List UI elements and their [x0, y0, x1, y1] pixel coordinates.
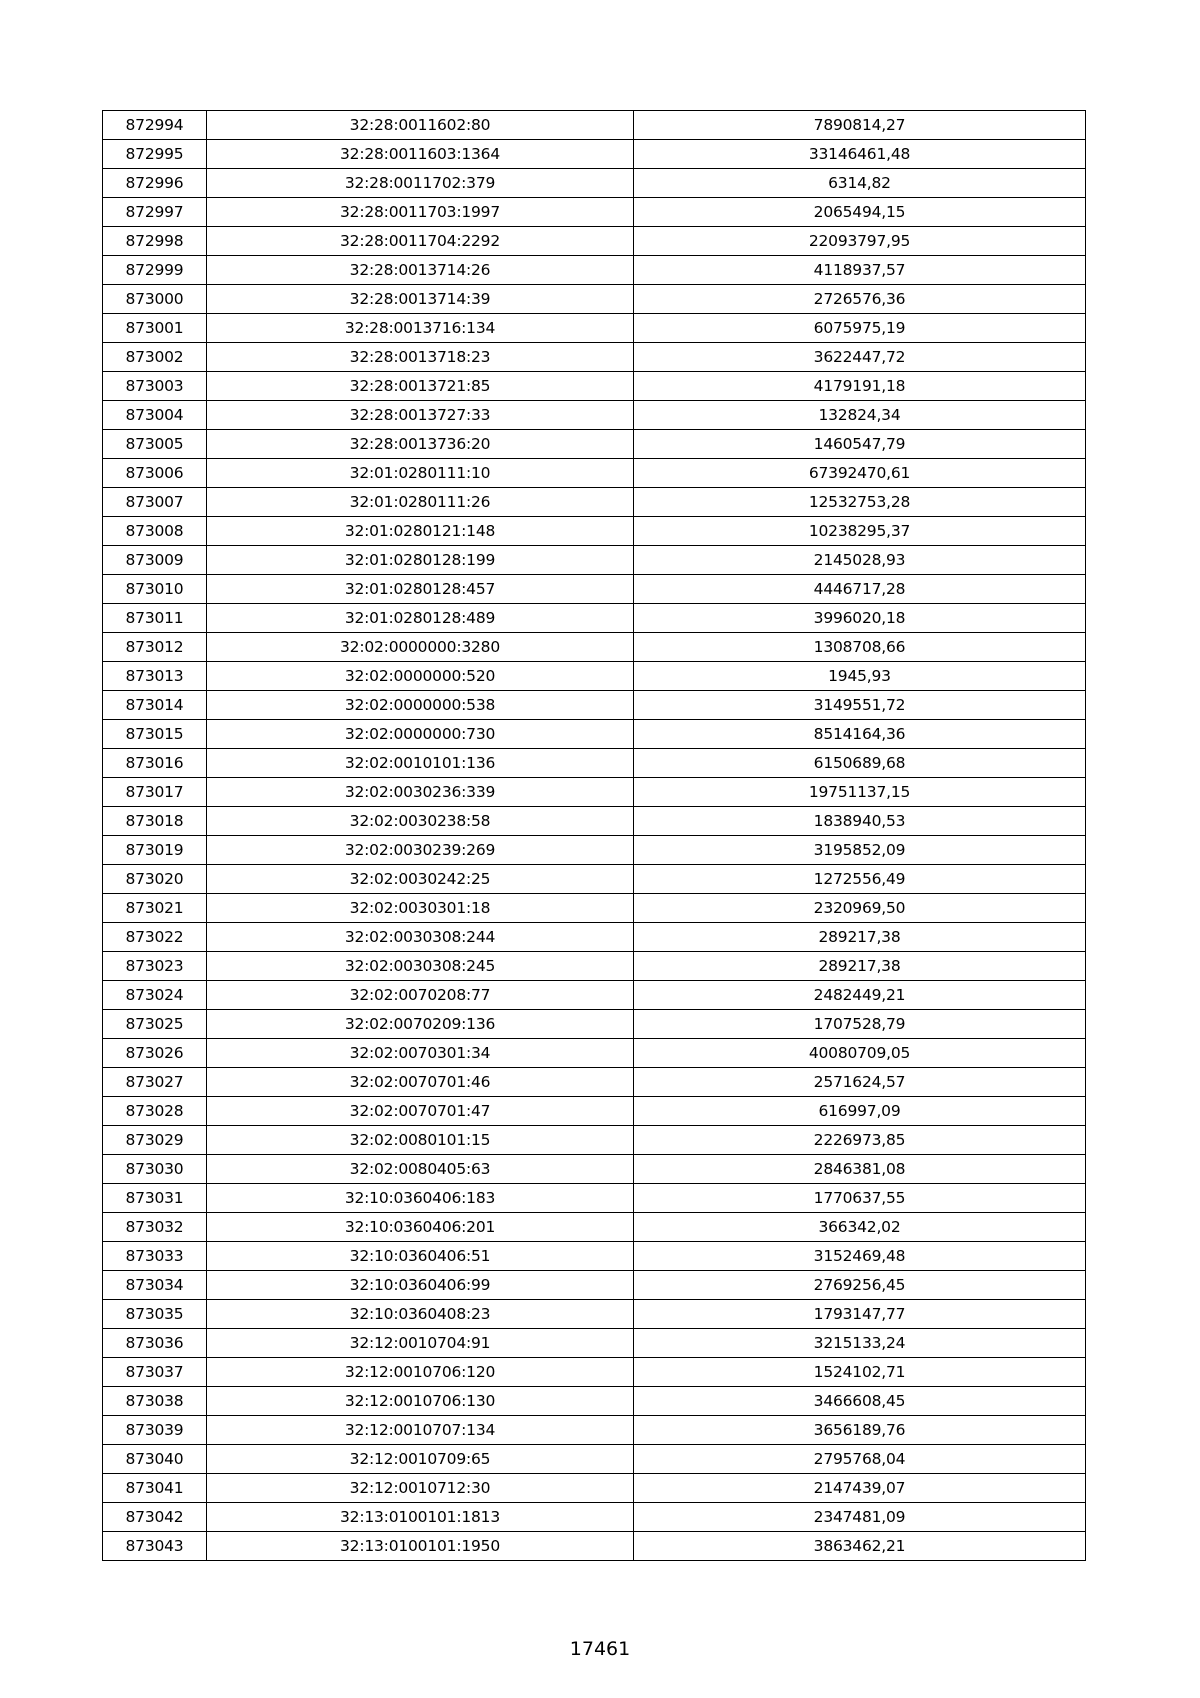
- row-id-cell: 873001: [103, 314, 207, 343]
- row-id-cell: 873031: [103, 1184, 207, 1213]
- table-row: [103, 1213, 1086, 1242]
- row-id-cell: 873006: [103, 459, 207, 488]
- table-row: [103, 1532, 1086, 1561]
- row-id-cell: 873012: [103, 633, 207, 662]
- cadastral-number-cell: 32:01:0280111:26: [207, 488, 634, 517]
- row-id-cell: 873026: [103, 1039, 207, 1068]
- value-cell: 2846381,08: [634, 1155, 1086, 1184]
- cadastral-number-cell: 32:13:0100101:1950: [207, 1532, 634, 1561]
- cadastral-number-cell: 32:28:0011602:80: [207, 111, 634, 140]
- value-cell: 2145028,93: [634, 546, 1086, 575]
- value-cell: 8514164,36: [634, 720, 1086, 749]
- cadastral-number-cell: 32:12:0010706:130: [207, 1387, 634, 1416]
- cadastral-number-cell: 32:10:0360406:201: [207, 1213, 634, 1242]
- table-row: [103, 1445, 1086, 1474]
- row-id-cell: 873021: [103, 894, 207, 923]
- table-row: [103, 1329, 1086, 1358]
- row-id-cell: 872997: [103, 198, 207, 227]
- cadastral-number-cell: 32:02:0030239:269: [207, 836, 634, 865]
- cadastral-number-cell: 32:02:0070209:136: [207, 1010, 634, 1039]
- row-id-cell: 873023: [103, 952, 207, 981]
- cadastral-number-cell: 32:12:0010704:91: [207, 1329, 634, 1358]
- value-cell: 132824,34: [634, 401, 1086, 430]
- table-row: [103, 662, 1086, 691]
- value-cell: 12532753,28: [634, 488, 1086, 517]
- table-row: [103, 778, 1086, 807]
- value-cell: 1460547,79: [634, 430, 1086, 459]
- table-row: [103, 1068, 1086, 1097]
- cadastral-number-cell: 32:28:0013714:26: [207, 256, 634, 285]
- value-cell: 19751137,15: [634, 778, 1086, 807]
- value-cell: 2320969,50: [634, 894, 1086, 923]
- table-row: [103, 401, 1086, 430]
- table-row: [103, 1387, 1086, 1416]
- table-row: [103, 227, 1086, 256]
- row-id-cell: 873035: [103, 1300, 207, 1329]
- value-cell: 1945,93: [634, 662, 1086, 691]
- cadastral-number-cell: 32:02:0030308:244: [207, 923, 634, 952]
- page-number: 17461: [569, 1638, 631, 1660]
- row-id-cell: 873014: [103, 691, 207, 720]
- cadastral-number-cell: 32:01:0280128:199: [207, 546, 634, 575]
- table-row: [103, 256, 1086, 285]
- cadastral-number-cell: 32:02:0070301:34: [207, 1039, 634, 1068]
- cadastral-number-cell: 32:28:0011704:2292: [207, 227, 634, 256]
- cadastral-number-cell: 32:28:0013716:134: [207, 314, 634, 343]
- table-row: [103, 952, 1086, 981]
- row-id-cell: 873008: [103, 517, 207, 546]
- cadastral-number-cell: 32:02:0010101:136: [207, 749, 634, 778]
- row-id-cell: 873030: [103, 1155, 207, 1184]
- table-row: [103, 1271, 1086, 1300]
- value-cell: 1524102,71: [634, 1358, 1086, 1387]
- table-row: [103, 1474, 1086, 1503]
- cadastral-number-cell: 32:02:0030236:339: [207, 778, 634, 807]
- row-id-cell: 873028: [103, 1097, 207, 1126]
- table-row: [103, 633, 1086, 662]
- table-row: [103, 691, 1086, 720]
- cadastral-number-cell: 32:12:0010712:30: [207, 1474, 634, 1503]
- table-row: [103, 343, 1086, 372]
- row-id-cell: 873016: [103, 749, 207, 778]
- table-row: [103, 488, 1086, 517]
- row-id-cell: 873036: [103, 1329, 207, 1358]
- cadastral-number-cell: 32:02:0000000:730: [207, 720, 634, 749]
- table-row: [103, 1184, 1086, 1213]
- table-row: [103, 923, 1086, 952]
- table-row: [103, 807, 1086, 836]
- row-id-cell: 872994: [103, 111, 207, 140]
- table-row: [103, 720, 1086, 749]
- value-cell: 1838940,53: [634, 807, 1086, 836]
- cadastral-number-cell: 32:02:0000000:3280: [207, 633, 634, 662]
- row-id-cell: 873040: [103, 1445, 207, 1474]
- table-row: [103, 140, 1086, 169]
- row-id-cell: 872996: [103, 169, 207, 198]
- row-id-cell: 873024: [103, 981, 207, 1010]
- table-row: [103, 1126, 1086, 1155]
- cadastral-number-cell: 32:01:0280111:10: [207, 459, 634, 488]
- cadastral-number-cell: 32:28:0011702:379: [207, 169, 634, 198]
- cadastral-number-cell: 32:28:0013714:39: [207, 285, 634, 314]
- row-id-cell: 873010: [103, 575, 207, 604]
- row-id-cell: 873017: [103, 778, 207, 807]
- row-id-cell: 872998: [103, 227, 207, 256]
- table-row: [103, 865, 1086, 894]
- value-cell: 4446717,28: [634, 575, 1086, 604]
- cadastral-number-cell: 32:28:0013727:33: [207, 401, 634, 430]
- cadastral-number-cell: 32:02:0070701:46: [207, 1068, 634, 1097]
- cadastral-number-cell: 32:28:0013718:23: [207, 343, 634, 372]
- row-id-cell: 873042: [103, 1503, 207, 1532]
- cadastral-number-cell: 32:02:0080405:63: [207, 1155, 634, 1184]
- cadastral-number-cell: 32:10:0360406:51: [207, 1242, 634, 1271]
- table-row: [103, 314, 1086, 343]
- table-row: [103, 169, 1086, 198]
- value-cell: 67392470,61: [634, 459, 1086, 488]
- table-row: [103, 1358, 1086, 1387]
- value-cell: 3215133,24: [634, 1329, 1086, 1358]
- table-row: [103, 1503, 1086, 1532]
- cadastral-number-cell: 32:02:0030308:245: [207, 952, 634, 981]
- cadastral-number-cell: 32:12:0010706:120: [207, 1358, 634, 1387]
- value-cell: 3656189,76: [634, 1416, 1086, 1445]
- row-id-cell: 873034: [103, 1271, 207, 1300]
- table-row: [103, 1416, 1086, 1445]
- cadastral-number-cell: 32:02:0000000:538: [207, 691, 634, 720]
- row-id-cell: 873033: [103, 1242, 207, 1271]
- table-row: [103, 372, 1086, 401]
- value-cell: 2795768,04: [634, 1445, 1086, 1474]
- cadastral-number-cell: 32:12:0010709:65: [207, 1445, 634, 1474]
- value-cell: 10238295,37: [634, 517, 1086, 546]
- value-cell: 1308708,66: [634, 633, 1086, 662]
- value-cell: 1272556,49: [634, 865, 1086, 894]
- value-cell: 3466608,45: [634, 1387, 1086, 1416]
- value-cell: 3622447,72: [634, 343, 1086, 372]
- row-id-cell: 873018: [103, 807, 207, 836]
- value-cell: 2726576,36: [634, 285, 1086, 314]
- cadastral-number-cell: 32:28:0013721:85: [207, 372, 634, 401]
- cadastral-number-cell: 32:02:0000000:520: [207, 662, 634, 691]
- row-id-cell: 873003: [103, 372, 207, 401]
- value-cell: 3149551,72: [634, 691, 1086, 720]
- row-id-cell: 873022: [103, 923, 207, 952]
- table-row: [103, 517, 1086, 546]
- value-cell: 6314,82: [634, 169, 1086, 198]
- row-id-cell: 872995: [103, 140, 207, 169]
- table-row: [103, 111, 1086, 140]
- table-row: [103, 546, 1086, 575]
- cadastral-number-cell: 32:02:0030242:25: [207, 865, 634, 894]
- value-cell: 6075975,19: [634, 314, 1086, 343]
- value-cell: 289217,38: [634, 952, 1086, 981]
- value-cell: 3863462,21: [634, 1532, 1086, 1561]
- value-cell: 2347481,09: [634, 1503, 1086, 1532]
- cadastral-number-cell: 32:10:0360406:183: [207, 1184, 634, 1213]
- table-body: [103, 111, 1086, 1561]
- row-id-cell: 873013: [103, 662, 207, 691]
- cadastral-number-cell: 32:01:0280128:489: [207, 604, 634, 633]
- table-row: [103, 459, 1086, 488]
- table-row: [103, 894, 1086, 923]
- row-id-cell: 873043: [103, 1532, 207, 1561]
- row-id-cell: 873037: [103, 1358, 207, 1387]
- value-cell: 3996020,18: [634, 604, 1086, 633]
- value-cell: 289217,38: [634, 923, 1086, 952]
- value-cell: 7890814,27: [634, 111, 1086, 140]
- value-cell: 366342,02: [634, 1213, 1086, 1242]
- row-id-cell: 872999: [103, 256, 207, 285]
- value-cell: 2065494,15: [634, 198, 1086, 227]
- cadastral-number-cell: 32:28:0011603:1364: [207, 140, 634, 169]
- row-id-cell: 873038: [103, 1387, 207, 1416]
- row-id-cell: 873041: [103, 1474, 207, 1503]
- cadastral-number-cell: 32:02:0080101:15: [207, 1126, 634, 1155]
- row-id-cell: 873007: [103, 488, 207, 517]
- cadastral-number-cell: 32:02:0030238:58: [207, 807, 634, 836]
- value-cell: 1793147,77: [634, 1300, 1086, 1329]
- value-cell: 2226973,85: [634, 1126, 1086, 1155]
- row-id-cell: 873009: [103, 546, 207, 575]
- table-row: [103, 749, 1086, 778]
- value-cell: 616997,09: [634, 1097, 1086, 1126]
- table-row: [103, 1010, 1086, 1039]
- row-id-cell: 873020: [103, 865, 207, 894]
- table-row: [103, 981, 1086, 1010]
- value-cell: 2147439,07: [634, 1474, 1086, 1503]
- row-id-cell: 873005: [103, 430, 207, 459]
- value-cell: 40080709,05: [634, 1039, 1086, 1068]
- table-row: [103, 1242, 1086, 1271]
- cadastral-number-cell: 32:28:0011703:1997: [207, 198, 634, 227]
- table-row: [103, 575, 1086, 604]
- table-row: [103, 1039, 1086, 1068]
- row-id-cell: 873039: [103, 1416, 207, 1445]
- value-cell: 4118937,57: [634, 256, 1086, 285]
- data-table: [102, 110, 1086, 1561]
- row-id-cell: 873025: [103, 1010, 207, 1039]
- row-id-cell: 873029: [103, 1126, 207, 1155]
- cadastral-number-cell: 32:13:0100101:1813: [207, 1503, 634, 1532]
- value-cell: 2769256,45: [634, 1271, 1086, 1300]
- value-cell: 2571624,57: [634, 1068, 1086, 1097]
- value-cell: 1707528,79: [634, 1010, 1086, 1039]
- row-id-cell: 873011: [103, 604, 207, 633]
- table-row: [103, 198, 1086, 227]
- cadastral-number-cell: 32:28:0013736:20: [207, 430, 634, 459]
- cadastral-number-cell: 32:02:0070208:77: [207, 981, 634, 1010]
- row-id-cell: 873004: [103, 401, 207, 430]
- table-row: [103, 1155, 1086, 1184]
- value-cell: 3152469,48: [634, 1242, 1086, 1271]
- row-id-cell: 873019: [103, 836, 207, 865]
- cadastral-number-cell: 32:02:0070701:47: [207, 1097, 634, 1126]
- row-id-cell: 873027: [103, 1068, 207, 1097]
- value-cell: 33146461,48: [634, 140, 1086, 169]
- table-row: [103, 1300, 1086, 1329]
- value-cell: 4179191,18: [634, 372, 1086, 401]
- row-id-cell: 873002: [103, 343, 207, 372]
- table-row: [103, 604, 1086, 633]
- value-cell: 3195852,09: [634, 836, 1086, 865]
- cadastral-number-cell: 32:01:0280128:457: [207, 575, 634, 604]
- cadastral-number-cell: 32:10:0360408:23: [207, 1300, 634, 1329]
- value-cell: 6150689,68: [634, 749, 1086, 778]
- data-table-container: [102, 110, 1085, 1561]
- cadastral-number-cell: 32:12:0010707:134: [207, 1416, 634, 1445]
- value-cell: 22093797,95: [634, 227, 1086, 256]
- table-row: [103, 836, 1086, 865]
- value-cell: 2482449,21: [634, 981, 1086, 1010]
- table-row: [103, 430, 1086, 459]
- cadastral-number-cell: 32:01:0280121:148: [207, 517, 634, 546]
- cadastral-number-cell: 32:10:0360406:99: [207, 1271, 634, 1300]
- cadastral-number-cell: 32:02:0030301:18: [207, 894, 634, 923]
- row-id-cell: 873032: [103, 1213, 207, 1242]
- row-id-cell: 873015: [103, 720, 207, 749]
- value-cell: 1770637,55: [634, 1184, 1086, 1213]
- table-row: [103, 285, 1086, 314]
- table-row: [103, 1097, 1086, 1126]
- row-id-cell: 873000: [103, 285, 207, 314]
